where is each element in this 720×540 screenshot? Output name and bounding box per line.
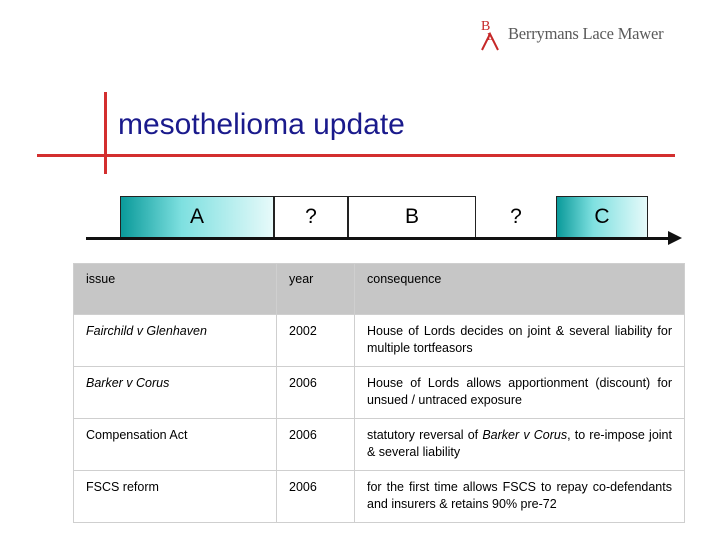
- company-logo: [480, 16, 663, 52]
- timeline-box-b: B: [348, 196, 476, 238]
- arrow-right-icon: [668, 231, 682, 245]
- consequence-text-part: statutory reversal of: [367, 428, 483, 442]
- title-rule-vertical: [104, 92, 107, 174]
- timeline-gap-unknown: ?: [510, 205, 522, 228]
- header-consequence: consequence: [355, 264, 685, 315]
- table-row: [74, 419, 685, 471]
- timeline: [86, 196, 686, 246]
- issue-cell: Compensation Act: [74, 419, 277, 471]
- consequence-cell: for the first time allows FSCS to repay co-defendants and insurers & retains 90% pre-72: [355, 471, 685, 523]
- year-cell: 2006: [277, 367, 355, 419]
- year-cell: 2006: [277, 471, 355, 523]
- timeline-box-unknown-1: ?: [274, 196, 348, 238]
- title-rule-horizontal: [37, 154, 675, 157]
- case-name-italic: Barker v Corus: [482, 428, 568, 442]
- svg-text:L: L: [487, 31, 494, 43]
- table-header-row: [74, 264, 685, 315]
- issue-cell: FSCS reform: [74, 471, 277, 523]
- case-table: [73, 263, 685, 523]
- table-row: [74, 367, 685, 419]
- table-row: [74, 471, 685, 523]
- logo-text: Berrymans Lace Mawer: [508, 24, 664, 43]
- timeline-arrow-line: [86, 237, 676, 240]
- year-cell: 2006: [277, 419, 355, 471]
- issue-cell: Fairchild v Glenhaven: [74, 315, 277, 367]
- svg-text:B: B: [481, 19, 491, 34]
- year-cell: 2002: [277, 315, 355, 367]
- header-year: year: [277, 264, 355, 315]
- page-title: mesothelioma update: [118, 108, 405, 141]
- issue-cell: Barker v Corus: [74, 367, 277, 419]
- consequence-cell: House of Lords allows apportionment (discount) for unsued / untraced exposure: [355, 367, 685, 419]
- header-issue: issue: [74, 264, 277, 315]
- timeline-box-c: C: [556, 196, 648, 238]
- consequence-cell: [355, 419, 685, 471]
- consequence-cell: House of Lords decides on joint & several liability for multiple tortfeasors: [355, 315, 685, 367]
- table-row: [74, 315, 685, 367]
- blm-monogram-icon: [480, 17, 502, 51]
- timeline-box-a: A: [120, 196, 274, 238]
- consequence-text-part: , to re-impose joint & several liability: [367, 428, 672, 459]
